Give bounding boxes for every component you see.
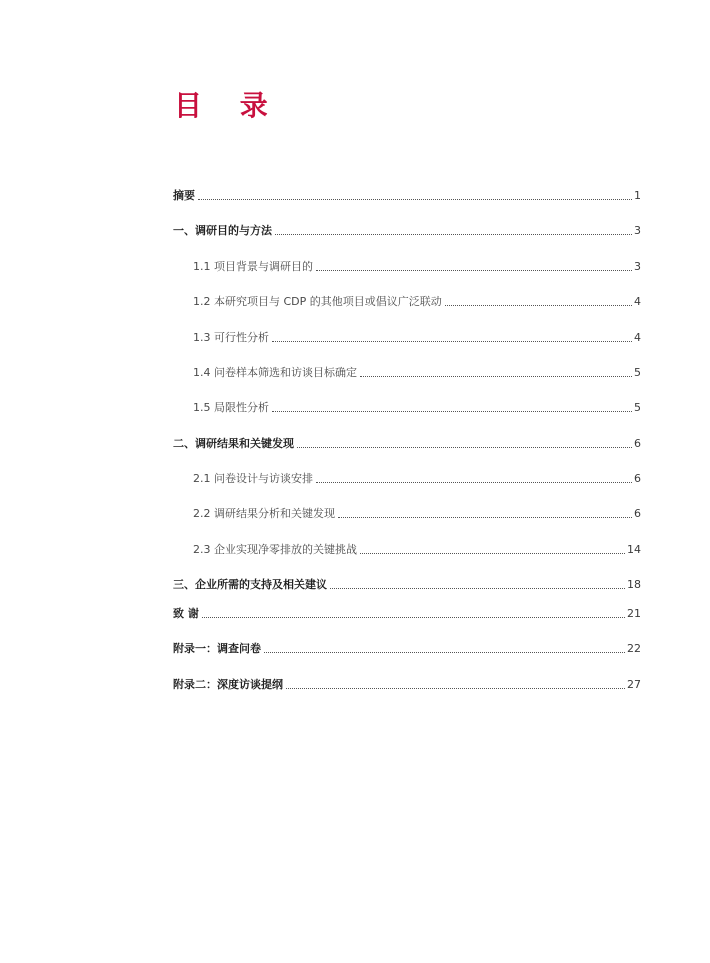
- toc-entry-label: 二、调研结果和关键发现: [173, 437, 294, 450]
- toc-entry-label: 1.3 可行性分析: [193, 331, 269, 344]
- toc-entry-page: 1: [634, 189, 641, 202]
- toc-entry-page: 6: [634, 472, 641, 485]
- toc-entry-2-3[interactable]: [173, 537, 641, 557]
- toc-entry-acknowledgements[interactable]: [173, 601, 641, 621]
- dot-leader: [316, 482, 632, 483]
- toc-entry-1-5[interactable]: [173, 395, 641, 415]
- toc-entry-label: 附录二：深度访谈提纲: [173, 678, 283, 691]
- dot-leader: [338, 517, 632, 518]
- toc-entry-label: 一、调研目的与方法: [173, 224, 272, 237]
- dot-leader: [264, 652, 625, 653]
- page-title: 目 录: [174, 89, 282, 122]
- toc-entry-abstract[interactable]: [173, 183, 641, 203]
- toc-entry-page: 3: [634, 224, 641, 237]
- dot-leader: [360, 376, 632, 377]
- toc-entry-1-1[interactable]: [173, 254, 641, 274]
- toc-entry-page: 21: [627, 607, 641, 620]
- toc-entry-page: 5: [634, 366, 641, 379]
- dot-leader: [272, 411, 632, 412]
- toc-entry-appendix-2[interactable]: [173, 672, 641, 692]
- toc-entry-page: 14: [627, 543, 641, 556]
- toc-entry-page: 6: [634, 507, 641, 520]
- toc-entry-1-4[interactable]: [173, 360, 641, 380]
- dot-leader: [275, 234, 632, 235]
- toc-entry-page: 4: [634, 295, 641, 308]
- toc-entry-1-2[interactable]: [173, 289, 641, 309]
- toc-entry-page: 18: [627, 578, 641, 591]
- toc-entry-label: 致 谢: [173, 607, 199, 620]
- toc-entry-label: 三、企业所需的支持及相关建议: [173, 578, 327, 591]
- toc-entry-label: 摘要: [173, 189, 195, 202]
- toc-entry-section-2[interactable]: [173, 431, 641, 451]
- toc-entry-label: 2.3 企业实现净零排放的关键挑战: [193, 543, 357, 556]
- dot-leader: [445, 305, 632, 306]
- toc-entry-page: 6: [634, 437, 641, 450]
- dot-leader: [286, 688, 625, 689]
- dot-leader: [316, 270, 632, 271]
- toc-entry-appendix-1[interactable]: [173, 636, 641, 656]
- toc-entry-2-1[interactable]: [173, 466, 641, 486]
- dot-leader: [297, 447, 632, 448]
- toc-entry-label: 1.4 问卷样本筛选和访谈目标确定: [193, 366, 357, 379]
- dot-leader: [360, 553, 625, 554]
- toc-entry-label: 2.1 问卷设计与访谈安排: [193, 472, 313, 485]
- toc-entry-page: 27: [627, 678, 641, 691]
- dot-leader: [272, 341, 632, 342]
- toc-entry-section-1[interactable]: [173, 218, 641, 238]
- toc-entry-1-3[interactable]: [173, 325, 641, 345]
- toc-entry-2-2[interactable]: [173, 501, 641, 521]
- toc-entry-section-3[interactable]: [173, 572, 641, 592]
- toc-entry-page: 5: [634, 401, 641, 414]
- toc-entry-label: 1.2 本研究项目与 CDP 的其他项目或倡议广泛联动: [193, 295, 442, 308]
- dot-leader: [198, 199, 632, 200]
- toc-entry-page: 3: [634, 260, 641, 273]
- toc-entry-label: 2.2 调研结果分析和关键发现: [193, 507, 335, 520]
- dot-leader: [202, 617, 625, 618]
- toc-entry-label: 附录一：调查问卷: [173, 642, 261, 655]
- toc-entry-page: 4: [634, 331, 641, 344]
- toc-entry-page: 22: [627, 642, 641, 655]
- toc-entry-label: 1.1 项目背景与调研目的: [193, 260, 313, 273]
- toc-entry-label: 1.5 局限性分析: [193, 401, 269, 414]
- dot-leader: [330, 588, 625, 589]
